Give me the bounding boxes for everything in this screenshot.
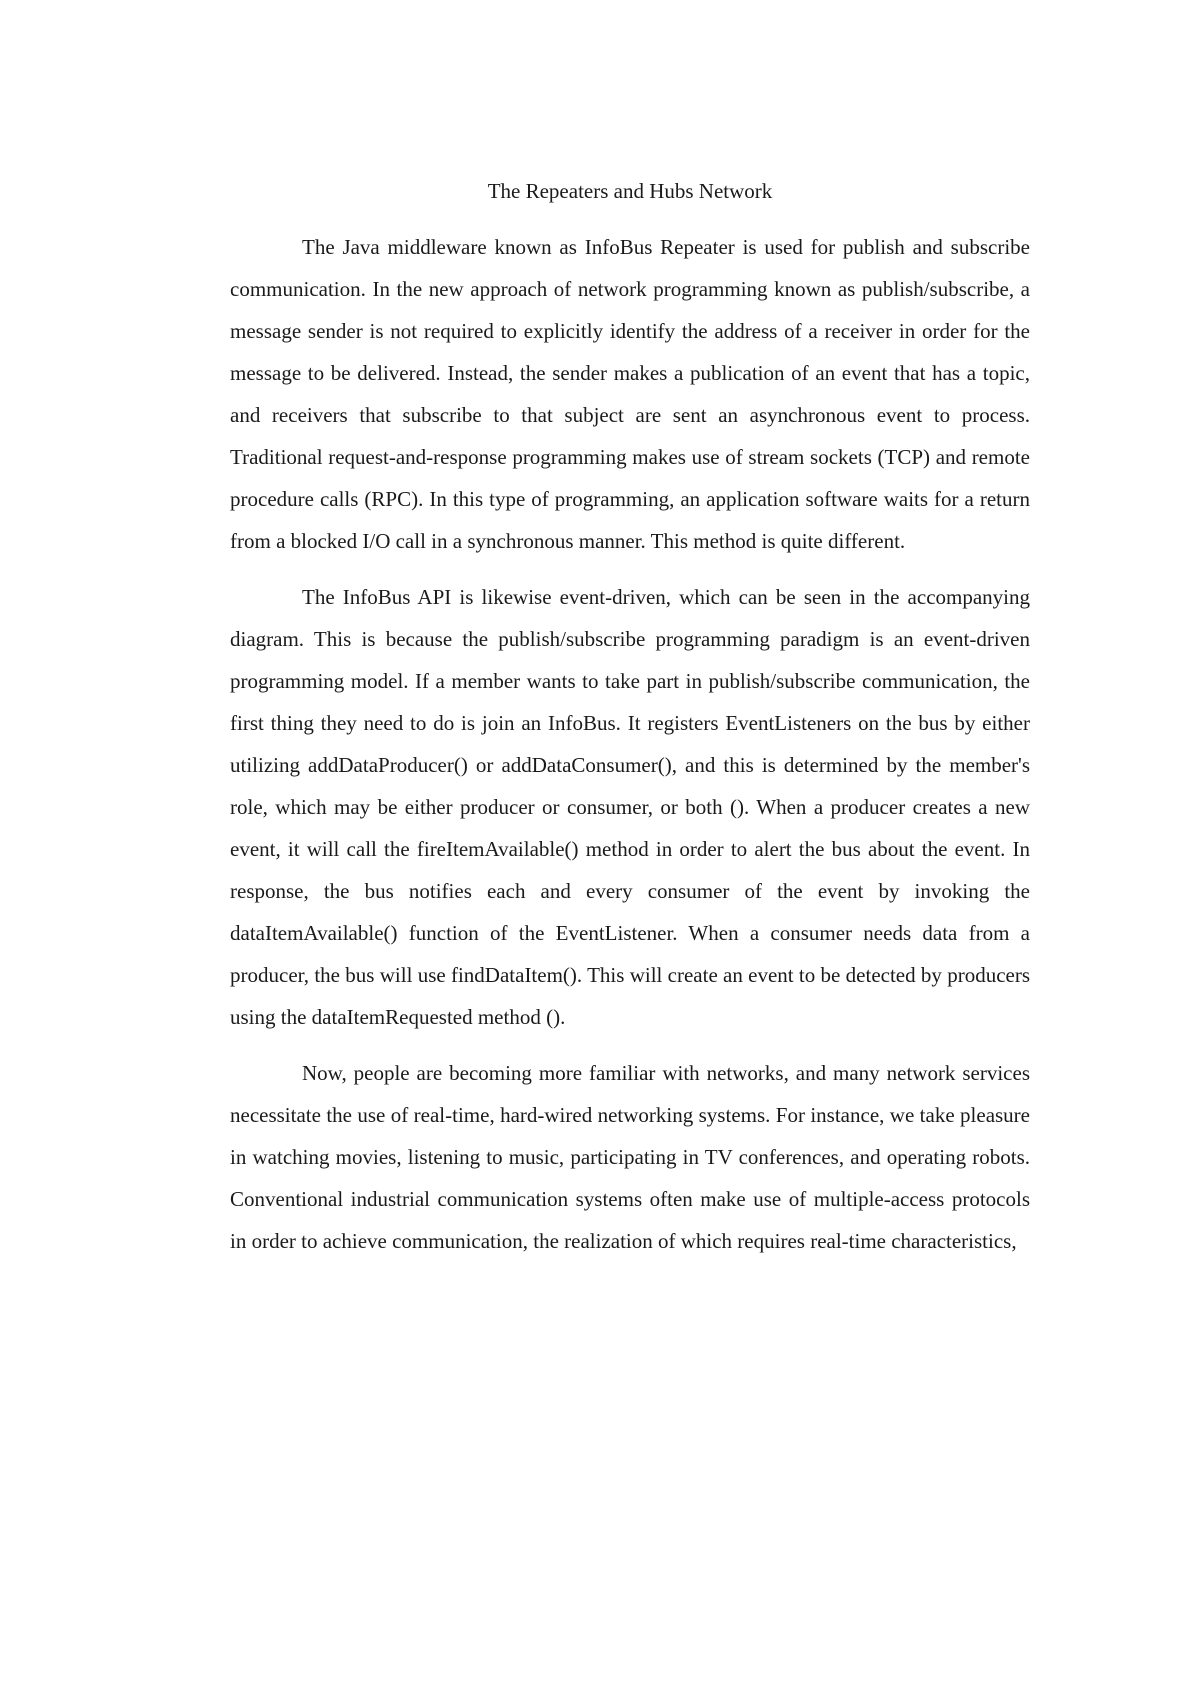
paragraph-real-time-networks: Now, people are becoming more familiar with networks, and many network services necessitate the use of real-time, hard-wired networking systems. For instance, we take pleasure in watching movies, listening to music, participating in TV conferences, and operating robots. Conventional industrial communication systems often make use of multiple-access protocols in order to achieve communication, the realization of which requires real-time characteristics, [230, 1061, 1030, 1253]
document-title: The Repeaters and Hubs Network [487, 179, 773, 203]
paragraph-infobus-api: The InfoBus API is likewise event-driven, which can be seen in the accompanying diagram. This is because the publish/subscribe programming paradigm is an event-driven programming model. If a member wants to take part in publish/subscribe communication, the first thing they need to do is join an InfoBus. It registers EventListeners on the bus by either utilizing addDataProducer() or addDataConsumer(), and this is determined by the member's role, which may be either producer or consumer, or both (). When a producer creates a new event, it will call the fireItemAvailable() method in order to alert the bus about the event. In response, the bus notifies each and every consumer of the event by invoking the dataItemAvailable() function of the EventListener. When a consumer needs data from a producer, the bus will use findDataItem(). This will create an event to be detected by producers using the dataItemRequested method (). [230, 585, 1030, 1029]
paragraph-infobus-repeater: The Java middleware known as InfoBus Repeater is used for publish and subscribe communication. In the new approach of network programming known as publish/subscribe, a message sender is not required to explicitly identify the address of a receiver in order for the message to be delivered. Instead, the sender makes a publication of an event that has a topic, and receivers that subscribe to that subject are sent an asynchronous event to process. Traditional request-and-response programming makes use of stream sockets (TCP) and remote procedure calls (RPC). In this type of programming, an application software waits for a return from a blocked I/O call in a synchronous manner. This method is quite different. [230, 235, 1030, 553]
document-body [230, 170, 1030, 1262]
